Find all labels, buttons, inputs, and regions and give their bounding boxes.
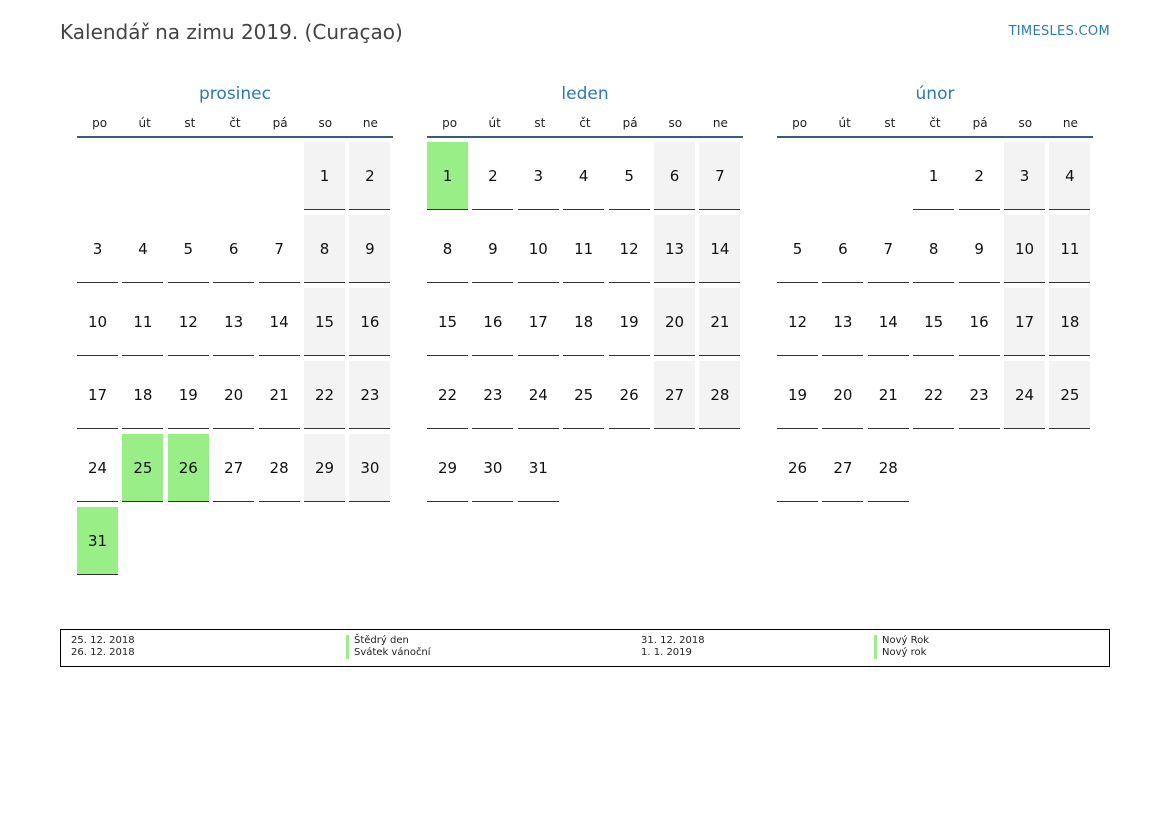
day-cell: 12 (609, 215, 650, 283)
day-cell: 21 (868, 361, 909, 429)
day-cell: 20 (822, 361, 863, 429)
day-cell: 19 (168, 361, 209, 429)
day-cell: 8 (427, 215, 468, 283)
days-grid (777, 142, 1093, 582)
day-cell: 3 (518, 142, 559, 210)
holiday-legend (60, 629, 1110, 667)
day-cell: 20 (213, 361, 254, 429)
weekday-label: so (318, 116, 333, 130)
day-cell: 5 (168, 215, 209, 283)
legend-date: 25. 12. 2018 (71, 635, 135, 646)
day-cell: 19 (777, 361, 818, 429)
day-cell: 17 (518, 288, 559, 356)
day-cell: 7 (699, 142, 740, 210)
day-cell: 25 (1049, 361, 1090, 429)
month-calendar-prosinec (77, 84, 393, 582)
legend-dates-1 (71, 635, 135, 659)
day-cell: 22 (913, 361, 954, 429)
day-cell: 5 (777, 215, 818, 283)
day-cell: 20 (654, 288, 695, 356)
weekday-label: st (184, 116, 196, 130)
legend-holiday-name: Svátek vánoční (346, 647, 431, 659)
day-cell: 8 (304, 215, 345, 283)
day-cell: 9 (472, 215, 513, 283)
month-name: prosinec (199, 84, 271, 104)
weekday-label: pá (972, 116, 988, 130)
weekday-label: po (442, 116, 458, 130)
day-cell: 10 (77, 288, 118, 356)
month-name: leden (561, 84, 609, 104)
day-cell: 2 (959, 142, 1000, 210)
weekday-label: čt (229, 116, 241, 130)
day-cell: 30 (349, 434, 390, 502)
day-cell: 14 (868, 288, 909, 356)
holiday-day-cell: 26 (168, 434, 209, 502)
weekday-header (427, 116, 743, 138)
weekday-label: ne (712, 116, 728, 130)
day-cell: 11 (122, 288, 163, 356)
day-cell: 24 (1004, 361, 1045, 429)
day-cell: 17 (77, 361, 118, 429)
day-cell: 14 (699, 215, 740, 283)
day-cell: 1 (304, 142, 345, 210)
weekday-label: po (792, 116, 808, 130)
day-cell: 29 (304, 434, 345, 502)
day-cell: 25 (563, 361, 604, 429)
weekday-label: st (534, 116, 546, 130)
day-cell: 26 (777, 434, 818, 502)
day-cell: 9 (349, 215, 390, 283)
month-name: únor (915, 84, 955, 104)
day-cell: 9 (959, 215, 1000, 283)
day-cell: 22 (427, 361, 468, 429)
site-link[interactable]: TIMESLES.COM (1008, 24, 1110, 39)
weekday-label: čt (579, 116, 591, 130)
day-cell: 28 (699, 361, 740, 429)
day-cell: 23 (472, 361, 513, 429)
day-cell: 21 (259, 361, 300, 429)
weekday-label: so (668, 116, 683, 130)
weekday-label: ne (1062, 116, 1078, 130)
day-cell: 2 (472, 142, 513, 210)
day-cell: 17 (1004, 288, 1045, 356)
day-cell: 18 (1049, 288, 1090, 356)
day-cell: 4 (563, 142, 604, 210)
day-cell: 28 (868, 434, 909, 502)
weekday-header (777, 116, 1093, 138)
weekday-label: st (884, 116, 896, 130)
weekday-label: út (138, 116, 151, 130)
day-cell: 16 (349, 288, 390, 356)
day-cell: 7 (868, 215, 909, 283)
day-cell: 24 (518, 361, 559, 429)
day-cell: 3 (77, 215, 118, 283)
month-calendar-leden (427, 84, 743, 582)
day-cell: 28 (259, 434, 300, 502)
day-cell: 18 (563, 288, 604, 356)
weekday-label: pá (272, 116, 288, 130)
day-cell: 18 (122, 361, 163, 429)
day-cell: 13 (213, 288, 254, 356)
day-cell: 11 (563, 215, 604, 283)
day-cell: 30 (472, 434, 513, 502)
day-cell: 13 (822, 288, 863, 356)
day-cell: 21 (699, 288, 740, 356)
day-cell: 16 (472, 288, 513, 356)
day-cell: 1 (913, 142, 954, 210)
day-cell: 5 (609, 142, 650, 210)
weekday-label: ne (362, 116, 378, 130)
day-cell: 3 (1004, 142, 1045, 210)
day-cell: 27 (213, 434, 254, 502)
day-cell: 10 (518, 215, 559, 283)
weekday-label: pá (622, 116, 638, 130)
day-cell: 6 (213, 215, 254, 283)
day-cell: 27 (822, 434, 863, 502)
day-cell: 15 (913, 288, 954, 356)
day-cell: 6 (654, 142, 695, 210)
day-cell: 26 (609, 361, 650, 429)
day-cell: 2 (349, 142, 390, 210)
day-cell: 29 (427, 434, 468, 502)
page-title: Kalendář na zimu 2019. (Curaçao) (60, 20, 403, 44)
day-cell: 23 (349, 361, 390, 429)
day-cell: 12 (168, 288, 209, 356)
legend-holiday-name: Nový rok (874, 647, 929, 659)
days-grid (77, 142, 393, 582)
day-cell: 13 (654, 215, 695, 283)
day-cell: 12 (777, 288, 818, 356)
day-cell: 27 (654, 361, 695, 429)
legend-date: 1. 1. 2019 (641, 647, 692, 658)
day-cell: 15 (427, 288, 468, 356)
legend-holiday-name: Štědrý den (346, 635, 431, 647)
holiday-day-cell: 1 (427, 142, 468, 210)
days-grid (427, 142, 743, 582)
day-cell: 11 (1049, 215, 1090, 283)
day-cell: 7 (259, 215, 300, 283)
day-cell: 24 (77, 434, 118, 502)
day-cell: 8 (913, 215, 954, 283)
day-cell: 22 (304, 361, 345, 429)
weekday-header (77, 116, 393, 138)
legend-names-1 (346, 635, 431, 659)
day-cell: 23 (959, 361, 1000, 429)
day-cell: 31 (518, 434, 559, 502)
day-cell: 6 (822, 215, 863, 283)
legend-date: 26. 12. 2018 (71, 647, 135, 658)
day-cell: 10 (1004, 215, 1045, 283)
weekday-label: po (92, 116, 108, 130)
day-cell: 16 (959, 288, 1000, 356)
day-cell: 19 (609, 288, 650, 356)
legend-dates-2 (641, 635, 705, 659)
legend-holiday-name: Nový Rok (874, 635, 929, 647)
day-cell: 4 (1049, 142, 1090, 210)
weekday-label: út (838, 116, 851, 130)
holiday-day-cell: 25 (122, 434, 163, 502)
legend-names-2 (874, 635, 929, 659)
weekday-label: út (488, 116, 501, 130)
holiday-day-cell: 31 (77, 507, 118, 575)
month-calendar-unor (777, 84, 1093, 582)
weekday-label: čt (929, 116, 941, 130)
day-cell: 14 (259, 288, 300, 356)
legend-date: 31. 12. 2018 (641, 635, 705, 646)
day-cell: 4 (122, 215, 163, 283)
day-cell: 15 (304, 288, 345, 356)
weekday-label: so (1018, 116, 1033, 130)
